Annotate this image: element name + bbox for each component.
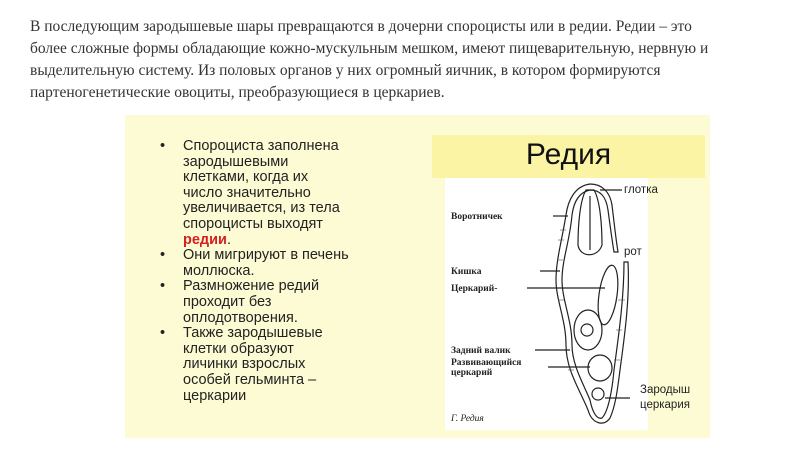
bullet-line: клетки образуют [183,340,294,357]
bullet-line: число значительно [183,184,311,201]
label-embryo: Зародыш [640,384,691,396]
bullet-line: клетками, когда их [183,169,309,186]
redia-body-outline [556,184,628,423]
label-developing-cercaria: церкарий [451,368,493,378]
bullet-line: Они мигрируют в печень [183,247,349,264]
bullet-line: зародышевыми [183,153,289,170]
bullet-line: личинки взрослых [183,356,306,373]
label-posterior-ridge: Задний валик [451,346,511,356]
bullet-line: спороцисты выходят [183,215,323,232]
embryo-cercaria [592,388,604,400]
bullet-dot: • [160,325,166,342]
paragraph-line: партеногенетические овоциты, преобразующиеся в церкариев. [30,84,445,101]
bullet-dot: • [160,138,166,154]
label-developing: Развивающийся [451,358,522,368]
bullet-tail: . [226,231,231,248]
bullet-line: моллюска. [183,262,255,279]
diagram-caption: Г. Редия [451,414,484,424]
slide-title: Редия [525,138,612,171]
bullet-line: церкарии [183,387,247,404]
paragraph-line: В последующим зародышевые шары превращаются в дочерни спороцисты или в редии. Редии – это [30,18,692,35]
label-pharynx: глотка [624,184,658,196]
paragraph-line: более сложные формы обладающие кожно-мускульным мешком, имеют пищеварительную, нервную и [30,40,709,57]
developing-cercaria [588,355,612,381]
bullet-line: Размножение редий [183,278,320,295]
label-embryo-cercaria: церкария [640,399,690,411]
bullet-line: увеличивается, из тела [183,200,340,217]
bullet-dot: • [160,278,166,295]
highlight-word: редии [183,231,227,248]
label-cercaria: Церкарий- [451,284,498,294]
bullet-dot: • [160,247,166,264]
label-mouth: рот [624,246,642,258]
bullet-line: Спороциста заполнена [183,138,339,154]
label-collar: Воротничек [451,212,503,222]
bullet-line: Также зародышевые [183,325,323,342]
bullet-line: оплодотворения. [183,309,298,326]
paragraph-line: выделительную систему. Из половых органов у них огромный яичник, в котором формируются [30,62,661,79]
label-intestine: Кишка [451,267,482,277]
bullet-line: проходит без [183,293,272,310]
bullet-line: особей гельминта – [183,371,317,388]
